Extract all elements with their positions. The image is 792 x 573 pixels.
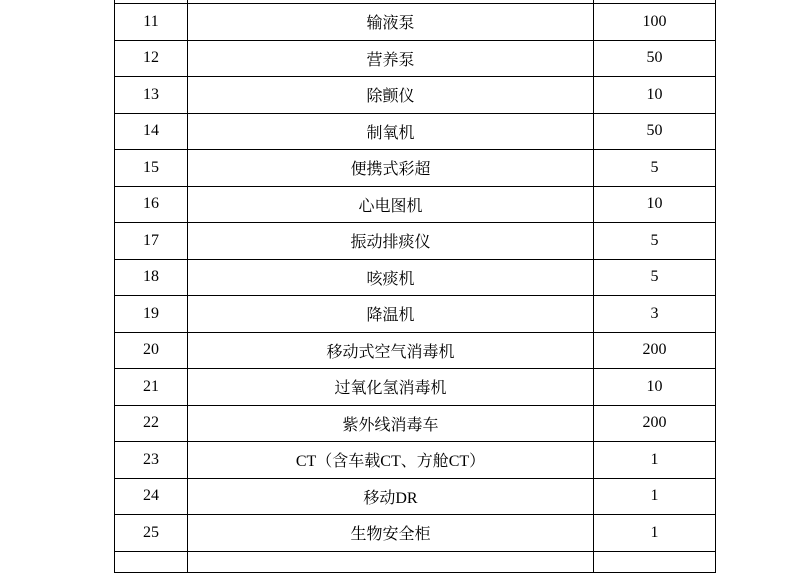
equipment-name-cell: 移动式空气消毒机 <box>188 332 594 369</box>
table-row <box>115 113 716 150</box>
table-row <box>115 259 716 296</box>
table-row <box>115 332 716 369</box>
table-row <box>115 40 716 77</box>
quantity-cell: 5 <box>594 259 716 296</box>
row-number-cell: 12 <box>115 40 188 77</box>
row-number-cell: 19 <box>115 296 188 333</box>
quantity-cell: 100 <box>594 4 716 41</box>
quantity-cell: 5 <box>594 150 716 187</box>
equipment-name-cell: 生物安全柜 <box>188 515 594 552</box>
equipment-name-cell: 输液泵 <box>188 4 594 41</box>
table-row <box>115 150 716 187</box>
quantity-cell: 200 <box>594 332 716 369</box>
row-number-cell: 23 <box>115 442 188 479</box>
quantity-cell: 1 <box>594 478 716 515</box>
equipment-name-cell: 紫外线消毒车 <box>188 405 594 442</box>
row-number-cell: 21 <box>115 369 188 406</box>
quantity-cell: 1 <box>594 442 716 479</box>
row-number-cell: 14 <box>115 113 188 150</box>
equipment-name-cell: 降温机 <box>188 296 594 333</box>
table-row <box>115 4 716 41</box>
table-row <box>115 405 716 442</box>
quantity-cell <box>594 551 716 572</box>
equipment-name-cell: 营养泵 <box>188 40 594 77</box>
equipment-name-cell: 过氧化氢消毒机 <box>188 369 594 406</box>
row-number-cell: 18 <box>115 259 188 296</box>
equipment-name-cell: 便携式彩超 <box>188 150 594 187</box>
table-row-partial-bottom <box>115 551 716 572</box>
row-number-cell: 15 <box>115 150 188 187</box>
equipment-name-cell: 振动排痰仪 <box>188 223 594 260</box>
table-row <box>115 515 716 552</box>
equipment-name-cell: 咳痰机 <box>188 259 594 296</box>
equipment-name-cell: 除颤仪 <box>188 77 594 114</box>
table-row <box>115 186 716 223</box>
table-row <box>115 442 716 479</box>
table-row <box>115 478 716 515</box>
quantity-cell: 1 <box>594 515 716 552</box>
equipment-name-cell: 心电图机 <box>188 186 594 223</box>
equipment-name-cell <box>188 551 594 572</box>
quantity-cell: 5 <box>594 223 716 260</box>
table-row <box>115 369 716 406</box>
row-number-cell: 20 <box>115 332 188 369</box>
equipment-table <box>114 0 716 573</box>
row-number-cell: 17 <box>115 223 188 260</box>
quantity-cell: 10 <box>594 186 716 223</box>
table-row <box>115 223 716 260</box>
equipment-name-cell: 制氧机 <box>188 113 594 150</box>
row-number-cell: 16 <box>115 186 188 223</box>
table-row <box>115 77 716 114</box>
row-number-cell <box>115 551 188 572</box>
quantity-cell: 200 <box>594 405 716 442</box>
quantity-cell: 10 <box>594 369 716 406</box>
row-number-cell: 25 <box>115 515 188 552</box>
row-number-cell: 24 <box>115 478 188 515</box>
quantity-cell: 10 <box>594 77 716 114</box>
equipment-name-cell: CT（含车载CT、方舱CT） <box>188 442 594 479</box>
quantity-cell: 50 <box>594 113 716 150</box>
row-number-cell: 13 <box>115 77 188 114</box>
table-row <box>115 296 716 333</box>
quantity-cell: 3 <box>594 296 716 333</box>
quantity-cell: 50 <box>594 40 716 77</box>
row-number-cell: 11 <box>115 4 188 41</box>
row-number-cell: 22 <box>115 405 188 442</box>
equipment-name-cell: 移动DR <box>188 478 594 515</box>
